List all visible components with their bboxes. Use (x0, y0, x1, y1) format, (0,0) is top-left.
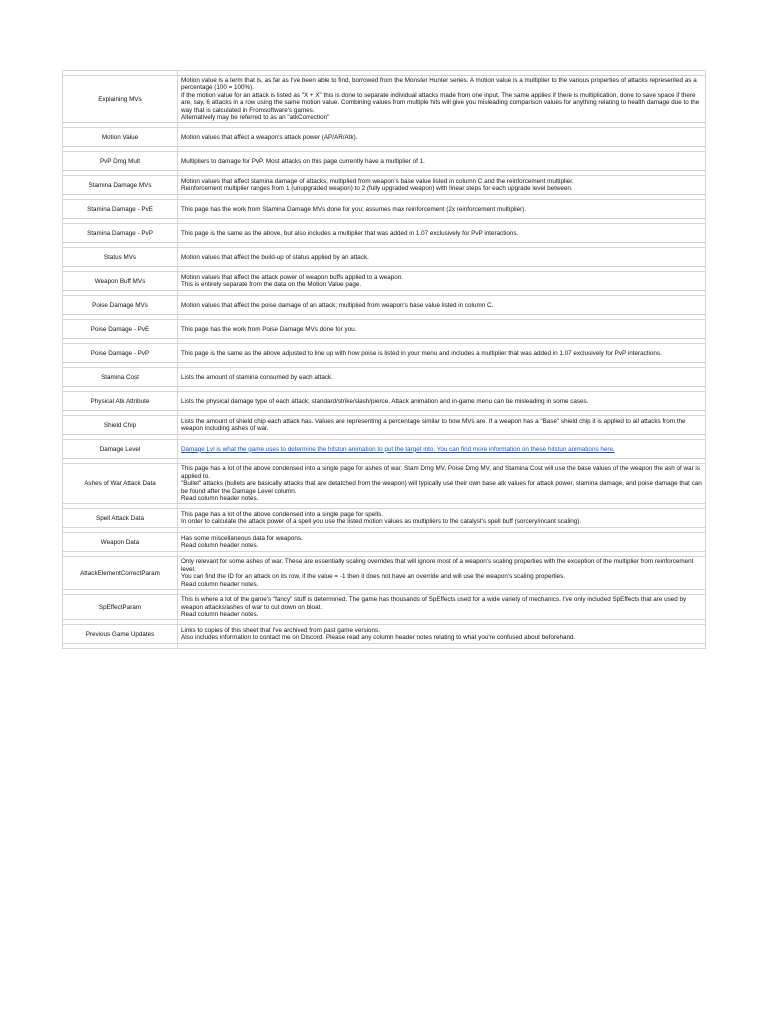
row-description-cell[interactable] (178, 176, 706, 195)
row-description-cell[interactable] (178, 440, 706, 459)
row-description-cell[interactable] (178, 128, 706, 147)
sheet-row (63, 440, 706, 459)
sheet-row (63, 416, 706, 435)
hitstun-info-link[interactable]: Damage Lvl is what the game uses to determine the hitstun animation to put the target into. You can find more information on these hitstun animations here. (181, 445, 615, 453)
row-label-cell[interactable]: Stamina Damage - PvE (63, 200, 178, 219)
sheet-row (63, 248, 706, 267)
sheet-row (63, 200, 706, 219)
row-description-cell[interactable] (178, 509, 706, 528)
spacer-row (63, 644, 706, 649)
description-line: Motion values that affect a weapon's attack power (AP/AR/Atk). (181, 133, 358, 141)
description-line: Multipliers to damage for PvP. Most attacks on this page currently have a multiplier of 1. (181, 157, 425, 165)
sheet-row (63, 320, 706, 339)
empty-cell[interactable] (178, 644, 706, 649)
row-label-cell[interactable]: Poise Damage MVs (63, 296, 178, 315)
sheet-row (63, 224, 706, 243)
row-label-cell[interactable]: Ashes of War Attack Data (63, 464, 178, 504)
description-line: This page has the work from Stamina Damage MVs done for you; assumes max reinforcement (2x reinforcement multiplier). (181, 205, 527, 213)
info-sheet-table (62, 70, 706, 649)
description-line: Lists the amount of shield chip each attack has. Values are representing a percentage similar to how MVs are. If a weapon has a "Base" shield chip it is applied to all attacks from the weapon including ashes of war. (181, 418, 686, 433)
description-line: Read column header notes. (181, 495, 259, 503)
description-line: You can find the ID for an attack on its row, if the value = -1 then it does not have an override and will use the weapon's scaling properties. (181, 573, 566, 581)
row-description-cell[interactable] (178, 224, 706, 243)
description-line: Motion value is a term that is, as far as I've been able to find, borrowed from the Monster Hunter series. A motion value is a multiplier to the various properties of attacks represented as a percentage (100 = 100%). (181, 77, 697, 92)
row-description-cell[interactable] (178, 320, 706, 339)
sheet-row (63, 152, 706, 171)
row-description-cell[interactable] (178, 344, 706, 363)
row-label-cell[interactable]: Motion Value (63, 128, 178, 147)
row-label-cell[interactable]: PvP Dmg Mult (63, 152, 178, 171)
sheet-row (63, 128, 706, 147)
row-description-cell[interactable] (178, 368, 706, 387)
row-label-cell[interactable]: Poise Damage - PvP (63, 344, 178, 363)
sheet-row (63, 557, 706, 590)
row-description-cell[interactable] (178, 248, 706, 267)
row-description-cell[interactable] (178, 296, 706, 315)
sheet-row (63, 176, 706, 195)
row-description-cell[interactable] (178, 200, 706, 219)
sheet-row (63, 595, 706, 620)
sheet-row (63, 272, 706, 291)
sheet-row (63, 509, 706, 528)
description-line: This page is the same as the above, but also includes a multiplier that was added in 1.07 exclusively for PvP interactions. (181, 229, 519, 237)
description-line: If the motion value for an attack is listed as "X + X" this is done to separate individual attacks made from one input. The same applies if there is multiplication, done to save space if there are, say, 6 attacks in a row using the same motion value. Combining values from multiple hits will give you misleading comparison values for anything relating to health damage due to the way that is calculated in Fromsoftware's games. (181, 91, 700, 114)
row-label-cell[interactable]: Weapon Data (63, 533, 178, 552)
description-line: This page is the same as the above adjusted to line up with how poise is listed in your menu and includes a multiplier that was added in 1.07 exclusively for PvP interactions. (181, 349, 662, 357)
sheet-row (63, 344, 706, 363)
description-line: Read column header notes. (181, 610, 259, 618)
row-label-cell[interactable]: Shield Chip (63, 416, 178, 435)
row-label-cell[interactable]: Poise Damage - PvE (63, 320, 178, 339)
description-line: Alternatively may be referred to as an "atkCorrection" (181, 114, 330, 122)
row-label-cell[interactable]: Damage Level (63, 440, 178, 459)
description-line: This is entirely separate from the data on the Motion Value page. (181, 281, 362, 289)
description-line: Motion values that affect the poise damage of an attack; multiplied from weapon's base value listed in column C. (181, 301, 494, 309)
description-line: This page has the work from Poise Damage MVs done for you. (181, 325, 357, 333)
row-description-cell[interactable] (178, 595, 706, 620)
row-label-cell[interactable]: Stamina Damage - PvP (63, 224, 178, 243)
row-label-cell[interactable]: SpEffectParam (63, 595, 178, 620)
empty-cell[interactable] (63, 644, 178, 649)
description-line: Motion values that affect the attack power of weapon buffs applied to a weapon. (181, 274, 404, 282)
description-line: Also includes information to contact me on Discord. Please read any column header notes relating to what you're confused about beforehand. (181, 634, 576, 642)
description-line: Has some miscellaneous data for weapons. (181, 535, 303, 543)
description-line: This page has a lot of the above condensed into a single page for spells. (181, 511, 383, 519)
description-line: Only relevant for some ashes of war. These are essentially scaling overrides that will ignore most of a weapon's scaling properties with the exception of the multiplier from reinforcement level. (181, 558, 694, 573)
description-line: This is where a lot of the game's "fancy" stuff is determined. The game has thousands of SpEffects used for a wide variety of mechanics. I've only included SpEffects that are used by weapon attacks/ashes of war to cut down on bloat. (181, 596, 687, 611)
description-line: In order to calculate the attack power of a spell you use the listed motion values as multipliers to the catalyst's spell buff (sorcery/incant scaling). (181, 518, 582, 526)
row-description-cell[interactable] (178, 464, 706, 504)
row-label-cell[interactable]: Stamina Damage MVs (63, 176, 178, 195)
row-description-cell[interactable] (178, 416, 706, 435)
description-line: Motion values that affect stamina damage of attacks; multiplied from weapon's base value listed in column C and the reinforcement multiplier. (181, 178, 574, 186)
sheet-row (63, 625, 706, 644)
sheet-row (63, 76, 706, 123)
description-line: Motion values that affect the build-up of status applied by an attack. (181, 253, 369, 261)
sheet-row (63, 392, 706, 411)
row-description-cell[interactable] (178, 557, 706, 590)
row-description-cell[interactable] (178, 76, 706, 123)
row-description-cell[interactable] (178, 152, 706, 171)
row-label-cell[interactable]: Stamina Cost (63, 368, 178, 387)
sheet-row (63, 368, 706, 387)
row-label-cell[interactable]: AttackElementCorrectParam (63, 557, 178, 590)
row-description-cell[interactable] (178, 392, 706, 411)
row-description-cell[interactable] (178, 272, 706, 291)
row-label-cell[interactable]: Status MVs (63, 248, 178, 267)
description-line: Links to copies of this sheet that I've archived from past game versions. (181, 626, 380, 634)
row-description-cell[interactable] (178, 625, 706, 644)
description-line: Read column header notes. (181, 580, 259, 588)
row-label-cell[interactable]: Physical Atk Attribute (63, 392, 178, 411)
description-line: Read column header notes. (181, 542, 259, 550)
row-label-cell[interactable]: Spell Attack Data (63, 509, 178, 528)
info-sheet-body (63, 71, 706, 649)
sheet-row (63, 533, 706, 552)
description-line: Lists the amount of stamina consumed by each attack. (181, 373, 333, 381)
row-description-cell[interactable] (178, 533, 706, 552)
row-label-cell[interactable]: Weapon Buff MVs (63, 272, 178, 291)
sheet-row (63, 296, 706, 315)
description-line: Reinforcement multiplier ranges from 1 (unupgraded weapon) to 2 (fully upgraded weapon) with linear steps for each upgrade level between. (181, 185, 573, 193)
description-line: "Bullet" attacks (bullets are basically attacks that are detatched from the weapon) will typically use their own base atk values for attack power, stamina damage, and poise damage that can be found after the Damage Level column. (181, 480, 702, 495)
description-line: This page has a lot of the above condensed into a single page for ashes of war. Stam Dmg MV, Poise Dmg MV, and Stamina Cost will use the base values of the weapon the ash of war is applied to. (181, 465, 700, 480)
row-label-cell[interactable]: Previous Game Updates (63, 625, 178, 644)
row-label-cell[interactable]: Explaining MVs (63, 76, 178, 123)
sheet-row (63, 464, 706, 504)
description-line: Lists the physical damage type of each attack; standard/strike/slash/pierce. Attack animation and in-game menu can be misleading in some cases. (181, 397, 589, 405)
